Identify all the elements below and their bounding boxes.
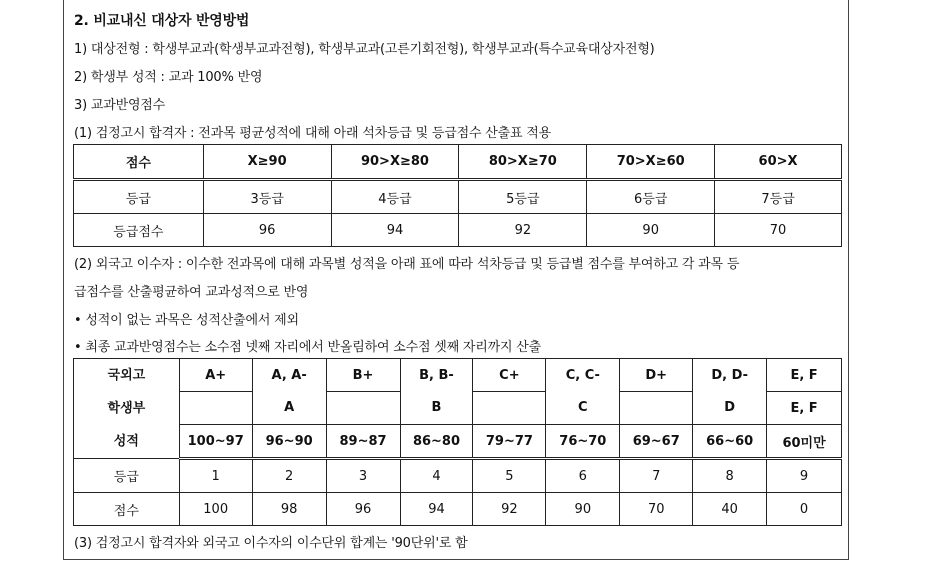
- header-cell: D+: [620, 359, 693, 392]
- target-admission-line: 1) 대상전형 : 학생부교과(학생부교과전형), 학생부교과(고른기회전형), 학생부교과(특수교육대상자전형): [74, 42, 655, 57]
- header-cell: 66~60: [693, 425, 767, 459]
- table-cell: 40: [693, 493, 767, 526]
- table-cell: 9: [767, 459, 842, 493]
- table-cell: 3: [326, 459, 400, 493]
- table-row: [74, 180, 842, 214]
- header-cell: B: [400, 392, 473, 425]
- ged-grade-table: [73, 144, 842, 247]
- header-cell: 점수: [74, 145, 204, 180]
- row-label: 등급점수: [74, 214, 204, 247]
- corner-line: 학생부: [107, 401, 146, 416]
- header-cell: 60>X: [715, 145, 842, 180]
- unit-total-line: (3) 검정고시 합격자와 외국고 이수자의 이수단위 합계는 '90단위'로 함: [74, 536, 468, 551]
- table-cell: 6: [546, 459, 620, 493]
- table-row: [74, 359, 842, 392]
- header-cell: E, F: [767, 359, 842, 392]
- header-cell: E, F: [767, 392, 842, 425]
- section-heading: 2. 비교내신 대상자 반영방법: [74, 13, 250, 29]
- corner-line: 국외고: [107, 368, 146, 383]
- header-cell: 69~67: [620, 425, 693, 459]
- header-cell: X≥90: [203, 145, 331, 180]
- table-cell: 2: [252, 459, 326, 493]
- table-cell: 4등급: [331, 180, 459, 214]
- header-cell: B+: [326, 359, 400, 392]
- table-cell: 98: [252, 493, 326, 526]
- table-cell: 1: [179, 459, 252, 493]
- table-cell: 6등급: [587, 180, 715, 214]
- header-cell: [179, 392, 252, 425]
- table-cell: 90: [546, 493, 620, 526]
- table-row: [74, 425, 842, 459]
- header-cell: D: [693, 392, 767, 425]
- header-cell: 86~80: [400, 425, 473, 459]
- grade-reflection-line: 2) 학생부 성적 : 교과 100% 반영: [74, 70, 263, 85]
- header-cell: C+: [473, 359, 546, 392]
- corner-header: [74, 359, 180, 459]
- row-label: 등급: [74, 180, 204, 214]
- note-rounding: • 최종 교과반영점수는 소수점 넷째 자리에서 반올림하여 소수점 셋째 자리까지 산출: [74, 340, 541, 355]
- header-cell: D, D-: [693, 359, 767, 392]
- header-cell: [326, 392, 400, 425]
- header-cell: A: [252, 392, 326, 425]
- table-row: [74, 459, 842, 493]
- table-cell: 100: [179, 493, 252, 526]
- row-label: 점수: [74, 493, 180, 526]
- table-cell: 92: [473, 493, 546, 526]
- header-cell: A, A-: [252, 359, 326, 392]
- score-title-line: 3) 교과반영점수: [74, 98, 166, 113]
- table-row: [74, 392, 842, 425]
- foreign-school-line: (2) 외국고 이수자 : 이수한 전과목에 대해 과목별 성적을 아래 표에 따라 석차등급 및 등급별 점수를 부여하고 각 과목 등: [74, 257, 740, 272]
- header-cell: 100~97: [179, 425, 252, 459]
- table-cell: 7등급: [715, 180, 842, 214]
- header-cell: C, C-: [546, 359, 620, 392]
- foreign-grade-table: [73, 358, 842, 526]
- header-cell: [620, 392, 693, 425]
- header-cell: 79~77: [473, 425, 546, 459]
- header-cell: 60미만: [767, 425, 842, 459]
- table-cell: 96: [326, 493, 400, 526]
- table-cell: 4: [400, 459, 473, 493]
- row-label: 등급: [74, 459, 180, 493]
- corner-line: 성적: [113, 434, 139, 449]
- header-cell: A+: [179, 359, 252, 392]
- header-cell: 96~90: [252, 425, 326, 459]
- header-cell: C: [546, 392, 620, 425]
- table-cell: 70: [620, 493, 693, 526]
- table-cell: 0: [767, 493, 842, 526]
- table-cell: 70: [715, 214, 842, 247]
- table-cell: 90: [587, 214, 715, 247]
- table-cell: 94: [400, 493, 473, 526]
- table-row: [74, 145, 842, 180]
- table-cell: 5: [473, 459, 546, 493]
- header-cell: [473, 392, 546, 425]
- table-cell: 92: [459, 214, 587, 247]
- foreign-school-line-cont: 급점수를 산출평균하여 교과성적으로 반영: [74, 285, 309, 300]
- table-cell: 7: [620, 459, 693, 493]
- table-cell: 96: [203, 214, 331, 247]
- header-cell: 90>X≥80: [331, 145, 459, 180]
- table-cell: 94: [331, 214, 459, 247]
- header-cell: 80>X≥70: [459, 145, 587, 180]
- table-cell: 3등급: [203, 180, 331, 214]
- ged-line: (1) 검정고시 합격자 : 전과목 평균성적에 대해 아래 석차등급 및 등급점수 산출표 적용: [74, 126, 551, 141]
- table-cell: 8: [693, 459, 767, 493]
- header-cell: 70>X≥60: [587, 145, 715, 180]
- table-row: [74, 214, 842, 247]
- table-cell: 5등급: [459, 180, 587, 214]
- header-cell: B, B-: [400, 359, 473, 392]
- header-cell: 76~70: [546, 425, 620, 459]
- header-cell: 89~87: [326, 425, 400, 459]
- table-row: [74, 493, 842, 526]
- note-excluded-subjects: • 성적이 없는 과목은 성적산출에서 제외: [74, 313, 299, 328]
